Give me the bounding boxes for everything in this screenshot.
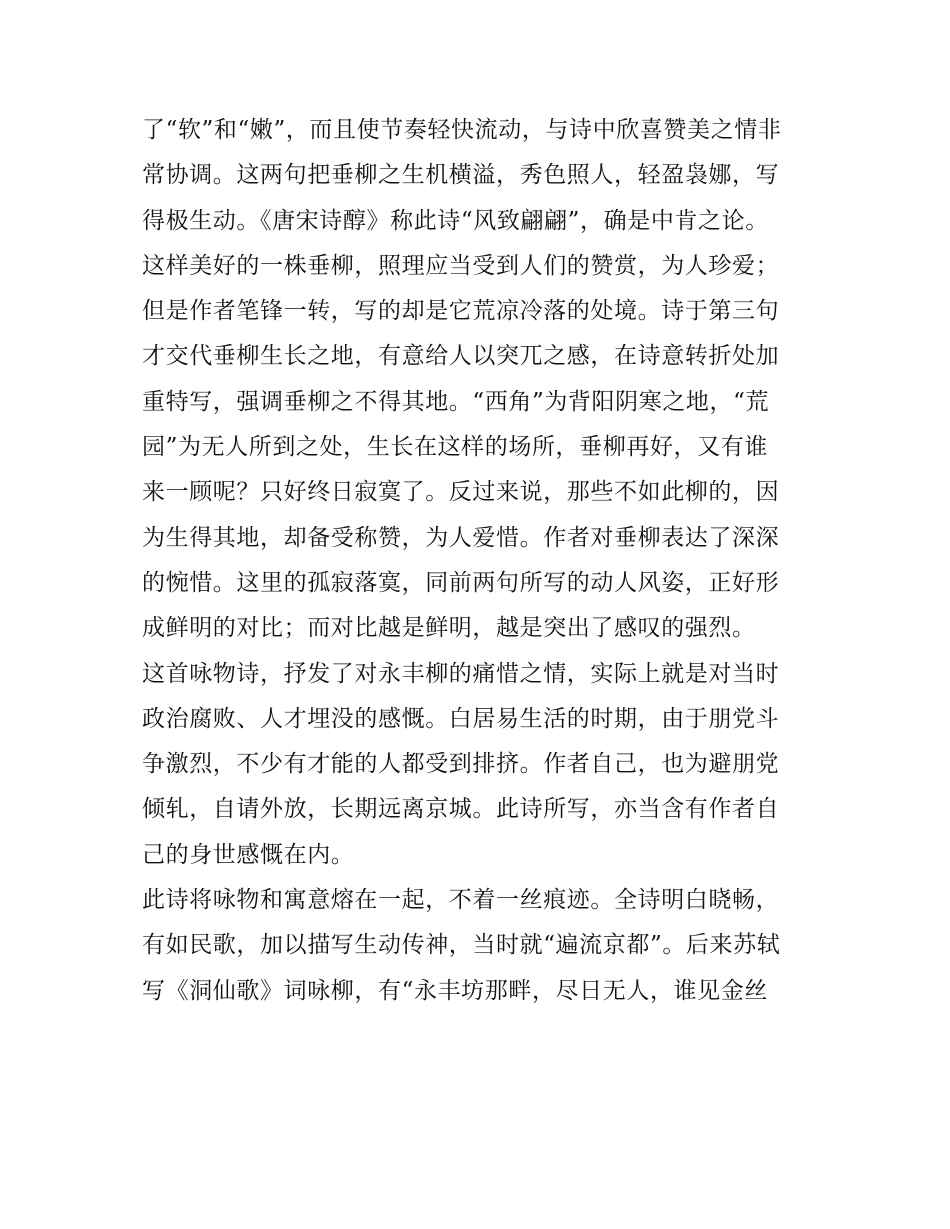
text-line: 倾轧，自请外放，长期远离京城。此诗所写，亦当含有作者自	[142, 796, 780, 823]
text-line: 的惋惜。这里的孤寂落寞，同前两句所写的动人风姿，正好形	[142, 569, 780, 596]
text-line: 来一顾呢？只好终日寂寞了。反过来说，那些不如此柳的，因	[142, 479, 780, 506]
text-line: 但是作者笔锋一转，写的却是它荒凉冷落的处境。诗于第三句	[142, 298, 780, 325]
body-text	[142, 108, 812, 1014]
text-line: 这样美好的一株垂柳，照理应当受到人们的赞赏，为人珍爱；	[142, 252, 780, 279]
text-line: 为生得其地，却备受称赞，为人爱惜。作者对垂柳表达了深深	[142, 524, 780, 551]
text-line: 成鲜明的对比；而对比越是鲜明，越是突出了感叹的强烈。	[142, 615, 756, 642]
text-line: 才交代垂柳生长之地，有意给人以突兀之感，在诗意转折处加	[142, 343, 780, 370]
text-line: 得极生动。《唐宋诗醇》称此诗“风致翩翩”，确是中肯之论。	[142, 207, 769, 234]
text-line: 常协调。这两句把垂柳之生机横溢，秀色照人，轻盈袅娜，写	[142, 162, 780, 189]
text-line: 了“软”和“嫩”，而且使节奏轻快流动，与诗中欣喜赞美之情非	[142, 117, 782, 143]
text-line: 园”为无人所到之处，生长在这样的场所，垂柳再好，又有谁	[142, 434, 768, 461]
text-line: 重特写，强调垂柳之不得其地。“西角”为背阳阴寒之地，“荒	[142, 388, 770, 415]
text-line: 有如民歌，加以描写生动传神，当时就“遍流京都”。后来苏轼	[142, 932, 781, 959]
text-line: 己的身世感慨在内。	[142, 841, 355, 868]
text-line: 政治腐败、人才埋没的感慨。白居易生活的时期，由于朋党斗	[142, 705, 780, 732]
text-line: 此诗将咏物和寓意熔在一起，不着一丝痕迹。全诗明白晓畅，	[142, 887, 780, 914]
text-line: 争激烈，不少有才能的人都受到排挤。作者自己，也为避朋党	[142, 751, 780, 778]
text-line: 这首咏物诗，抒发了对永丰柳的痛惜之情，实际上就是对当时	[142, 660, 780, 687]
text-line: 写《洞仙歌》词咏柳，有“永丰坊那畔，尽日无人，谁见金丝	[142, 977, 768, 1004]
